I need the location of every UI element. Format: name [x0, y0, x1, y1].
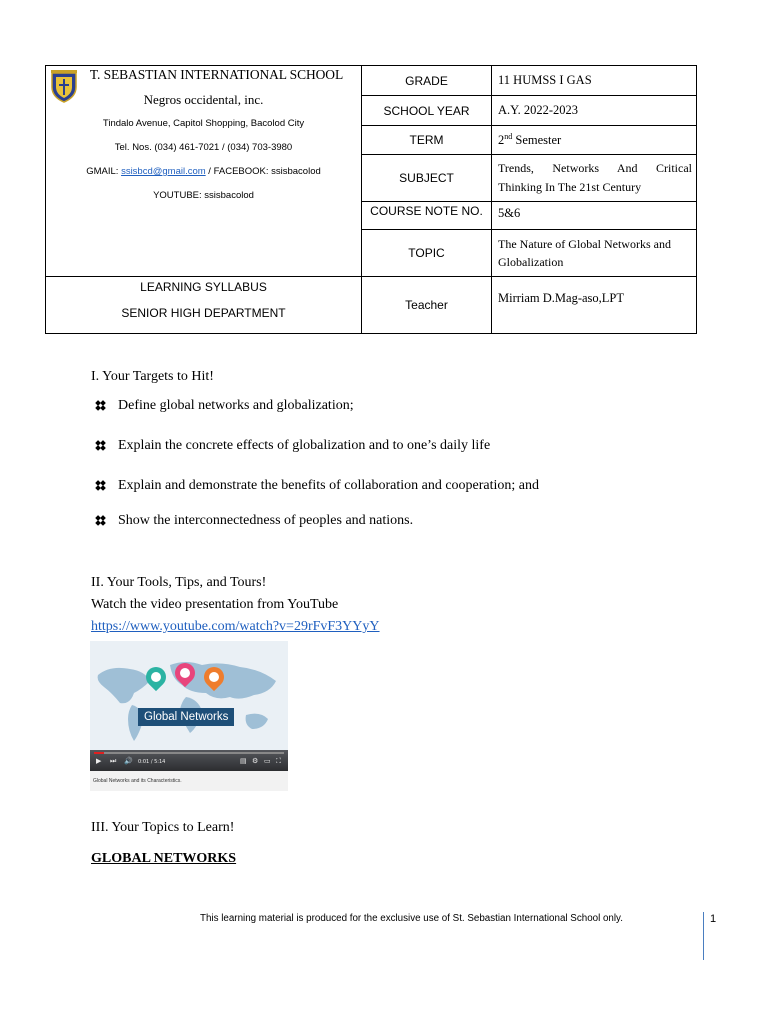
header-table: [45, 65, 697, 334]
target-text: Define global networks and globalization;: [118, 398, 354, 413]
school-address: Tindalo Avenue, Capitol Shopping, Bacolod City: [102, 118, 305, 129]
school-info-cell: [46, 66, 362, 277]
teacher-value: Mirriam D.Mag-aso,LPT: [492, 277, 697, 334]
global-networks-heading: GLOBAL NETWORKS: [91, 851, 237, 866]
course-note-value: 5&6: [492, 202, 697, 230]
year-label: SCHOOL YEAR: [362, 96, 492, 126]
target-text: Explain the concrete effects of globalization and to one’s daily life: [118, 438, 491, 453]
video-instruction: Watch the video presentation from YouTube: [91, 597, 339, 612]
diamond-bullet-icon: [97, 516, 108, 527]
footer-text: This learning material is produced for the exclusive use of St. Sebastian International School only.: [200, 913, 623, 924]
department-title: SENIOR HIGH DEPARTMENT: [121, 306, 286, 320]
video-progress-fill: [94, 752, 104, 754]
school-logo-icon: [50, 69, 78, 103]
page-number: 1: [710, 913, 717, 925]
topic-label: TOPIC: [362, 230, 492, 277]
captions-icon[interactable]: ▤: [240, 757, 247, 765]
gmail-label: GMAIL:: [86, 166, 122, 177]
youtube-link[interactable]: https://www.youtube.com/watch?v=29rFvF3YYyY: [91, 619, 380, 634]
term-rest: Semester: [512, 133, 562, 148]
play-icon[interactable]: ▶: [96, 757, 102, 765]
video-title-label: Global Networks: [138, 708, 234, 726]
subject-value: Trends, Networks And Critical Thinking In The 21st Century: [492, 155, 697, 202]
video-frame[interactable]: [90, 641, 288, 771]
grade-value: 11 HUMSS I GAS: [492, 66, 697, 96]
school-contacts: [46, 166, 361, 177]
topic-value: The Nature of Global Networks and Globalization: [492, 230, 697, 277]
facebook-text: / FACEBOOK: ssisbacolod: [205, 166, 321, 177]
syllabus-cell: [46, 277, 362, 334]
topics-heading: III. Your Topics to Learn!: [91, 820, 235, 835]
school-youtube: YOUTUBE: ssisbacolod: [153, 190, 254, 201]
video-thumbnail[interactable]: [90, 641, 288, 791]
term-value: [492, 126, 697, 155]
teacher-label: Teacher: [362, 277, 492, 334]
video-caption: Global Networks and its Characteristics.: [93, 778, 182, 784]
target-text: Show the interconnectedness of peoples and nations.: [118, 513, 414, 528]
school-tel: Tel. Nos. (034) 461-7021 / (034) 703-3980: [114, 142, 293, 153]
diamond-bullet-icon: [97, 481, 108, 492]
diamond-bullet-icon: [97, 441, 108, 452]
diamond-bullet-icon: [97, 401, 108, 412]
syllabus-title: LEARNING SYLLABUS: [140, 280, 267, 294]
next-icon[interactable]: ⏭: [110, 757, 117, 765]
target-bullet-4: [97, 513, 413, 529]
footer-divider: [703, 912, 704, 960]
tools-heading: II. Your Tools, Tips, and Tours!: [91, 575, 267, 590]
subject-label: SUBJECT: [362, 155, 492, 202]
settings-gear-icon[interactable]: ⚙: [252, 757, 259, 765]
term-suffix: nd: [504, 131, 513, 141]
term-label: TERM: [362, 126, 492, 155]
year-value: A.Y. 2022-2023: [492, 96, 697, 126]
school-inc: Negros occidental, inc.: [143, 92, 264, 107]
term-number: 2: [498, 133, 505, 148]
target-bullet-3: [97, 478, 539, 494]
fullscreen-icon[interactable]: ⛶: [276, 757, 281, 765]
target-bullet-2: [97, 438, 490, 454]
target-text: Explain and demonstrate the benefits of collaboration and cooperation; and: [118, 478, 540, 493]
target-bullet-1: [97, 398, 354, 414]
school-name: T. SEBASTIAN INTERNATIONAL SCHOOL: [89, 67, 344, 82]
targets-heading: I. Your Targets to Hit!: [91, 369, 214, 384]
volume-icon[interactable]: 🔊: [124, 757, 133, 765]
world-map-icon: [90, 641, 288, 750]
theater-mode-icon[interactable]: ▭: [264, 757, 271, 765]
video-progress-bar[interactable]: [94, 752, 284, 754]
gmail-link[interactable]: ssisbcd@gmail.com: [121, 166, 206, 177]
grade-label: GRADE: [362, 66, 492, 96]
video-time: 0:01 / 5:14: [138, 759, 166, 765]
course-note-label: COURSE NOTE NO.: [362, 202, 492, 230]
